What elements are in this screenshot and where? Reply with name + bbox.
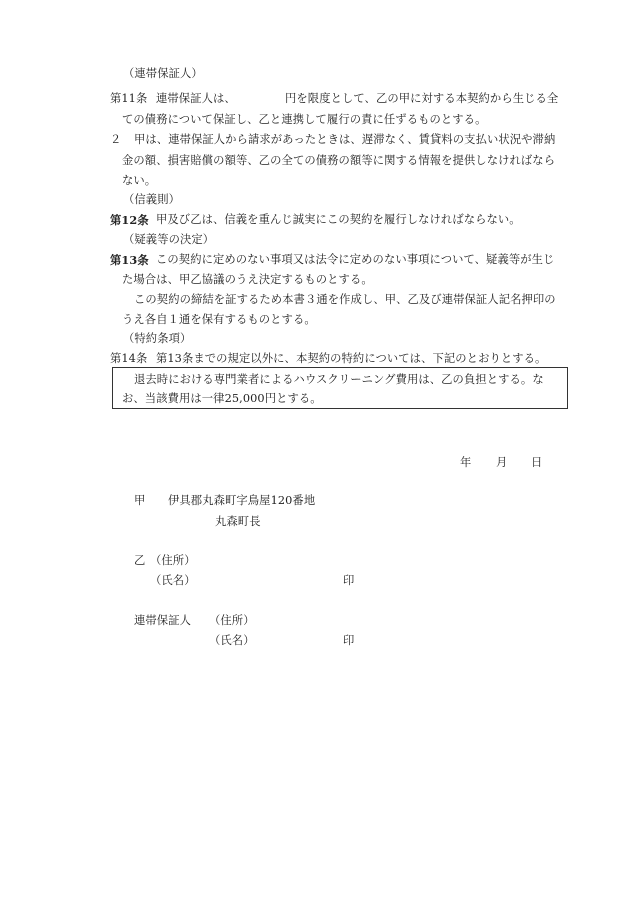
article-11-heading: （連帯保証人） — [123, 67, 203, 80]
article-14-heading: （特約条項） — [123, 332, 192, 345]
article-11-line1-a: 連帯保証人は、 — [156, 92, 236, 105]
article-11-para2-number: ２ — [110, 133, 122, 146]
party-a-address: 伊具郡丸森町字鳥屋120番地 — [168, 494, 316, 507]
closing-line1: この契約の締結を証するため本書３通を作成し、甲、乙及び連帯保証人記名押印の — [134, 293, 556, 306]
article-11-para2-line2: 金の額、損害賠償の額等、乙の全ての債務の額等に関する情報を提供しなければなら — [122, 154, 556, 167]
party-a-title: 丸森町長 — [215, 515, 261, 528]
article-11-para2-line1: 甲は、連帯保証人から請求があったときは、遅滞なく、賃貸料の支払い状況や滞納 — [134, 133, 556, 146]
guarantor-label: 連帯保証人 — [134, 614, 191, 627]
article-12-number: 第12条 — [110, 213, 149, 227]
party-b-address-label: （住所） — [150, 554, 196, 567]
article-11-line2: ての債務について保証し、乙と連携して履行の責に任ずるものとする。 — [122, 113, 487, 126]
closing-line2: うえ各自１通を保有するものとする。 — [122, 313, 316, 326]
special-provision-line2: お、当該費用は一律25,000円とする。 — [122, 392, 322, 405]
party-b-name-label: （氏名） — [150, 574, 196, 587]
party-b-label: 乙 — [134, 554, 146, 567]
date-day: 日 — [531, 456, 543, 469]
article-14-number: 第14条 — [110, 352, 148, 365]
article-12-text: 甲及び乙は、信義を重んじ誠実にこの契約を履行しなければならない。 — [156, 213, 521, 226]
article-12-heading: （信義則） — [123, 193, 180, 206]
article-13-line2: た場合は、甲乙協議のうえ決定するものとする。 — [122, 273, 373, 286]
guarantor-address-label: （住所） — [209, 614, 255, 627]
article-11-para2-line3: ない。 — [122, 174, 157, 187]
article-11-line1-b: 円を限度として、乙の甲に対する本契約から生じる全 — [285, 92, 559, 105]
date-month: 月 — [496, 456, 508, 469]
party-a-label: 甲 — [134, 494, 146, 507]
article-13-line1: この契約に定めのない事項又は法令に定めのない事項について、疑義等が生じ — [156, 253, 555, 266]
article-11-number: 第11条 — [110, 92, 148, 105]
article-13-number: 第13条 — [110, 253, 149, 267]
date-year: 年 — [460, 456, 472, 469]
article-13-heading: （疑義等の決定） — [123, 233, 215, 246]
party-b-seal: 印 — [343, 574, 355, 587]
article-14-text: 第13条までの規定以外に、本契約の特約については、下記のとおりとする。 — [156, 352, 547, 365]
guarantor-seal: 印 — [343, 634, 355, 647]
special-provision-line1: 退去時における専門業者によるハウスクリーニング費用は、乙の負担とする。な — [134, 373, 544, 386]
guarantor-name-label: （氏名） — [209, 634, 255, 647]
